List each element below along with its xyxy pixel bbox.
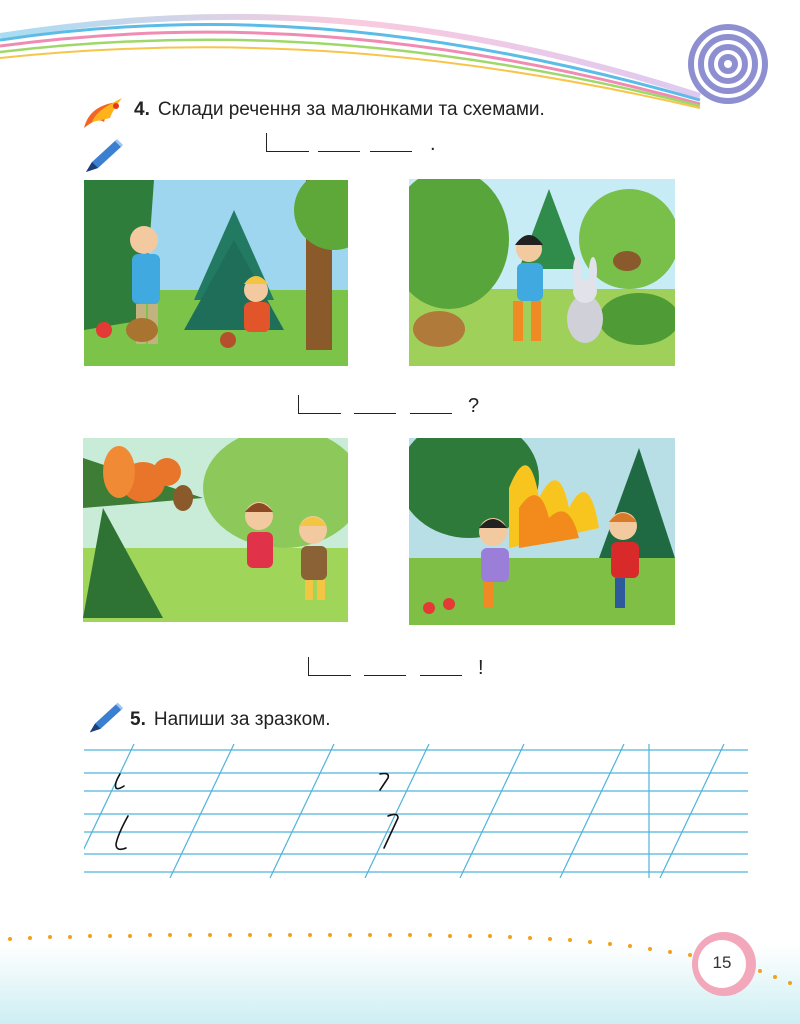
handwriting-ruling bbox=[84, 744, 748, 878]
picture-forest-fire bbox=[409, 438, 675, 625]
task-5-text: Напиши за зразком. bbox=[153, 709, 331, 730]
sentence-scheme-2 bbox=[298, 392, 488, 417]
task-5-number: 5. bbox=[130, 709, 146, 730]
footer-band bbox=[0, 925, 800, 1024]
task-4-text: Склади речення за малюнками та схемами. bbox=[157, 99, 545, 120]
scheme-punctuation: ! bbox=[478, 657, 484, 679]
scheme-punctuation: . bbox=[430, 133, 436, 155]
task-5-title bbox=[130, 709, 331, 731]
task-4-number: 4. bbox=[134, 99, 150, 120]
page-number: 15 bbox=[712, 953, 732, 972]
task-4-title bbox=[134, 99, 545, 121]
pen-icon bbox=[86, 700, 126, 736]
picture-squirrel-and-children bbox=[83, 438, 348, 622]
scheme-punctuation: ? bbox=[468, 395, 480, 417]
firebird-icon bbox=[78, 92, 128, 132]
sentence-scheme-1 bbox=[266, 130, 456, 155]
pen-icon bbox=[82, 136, 126, 176]
picture-girl-and-rabbit bbox=[409, 179, 675, 366]
sentence-scheme-3 bbox=[308, 654, 498, 679]
picture-mushroom-picking bbox=[84, 180, 348, 366]
spiral-icon bbox=[686, 22, 770, 106]
